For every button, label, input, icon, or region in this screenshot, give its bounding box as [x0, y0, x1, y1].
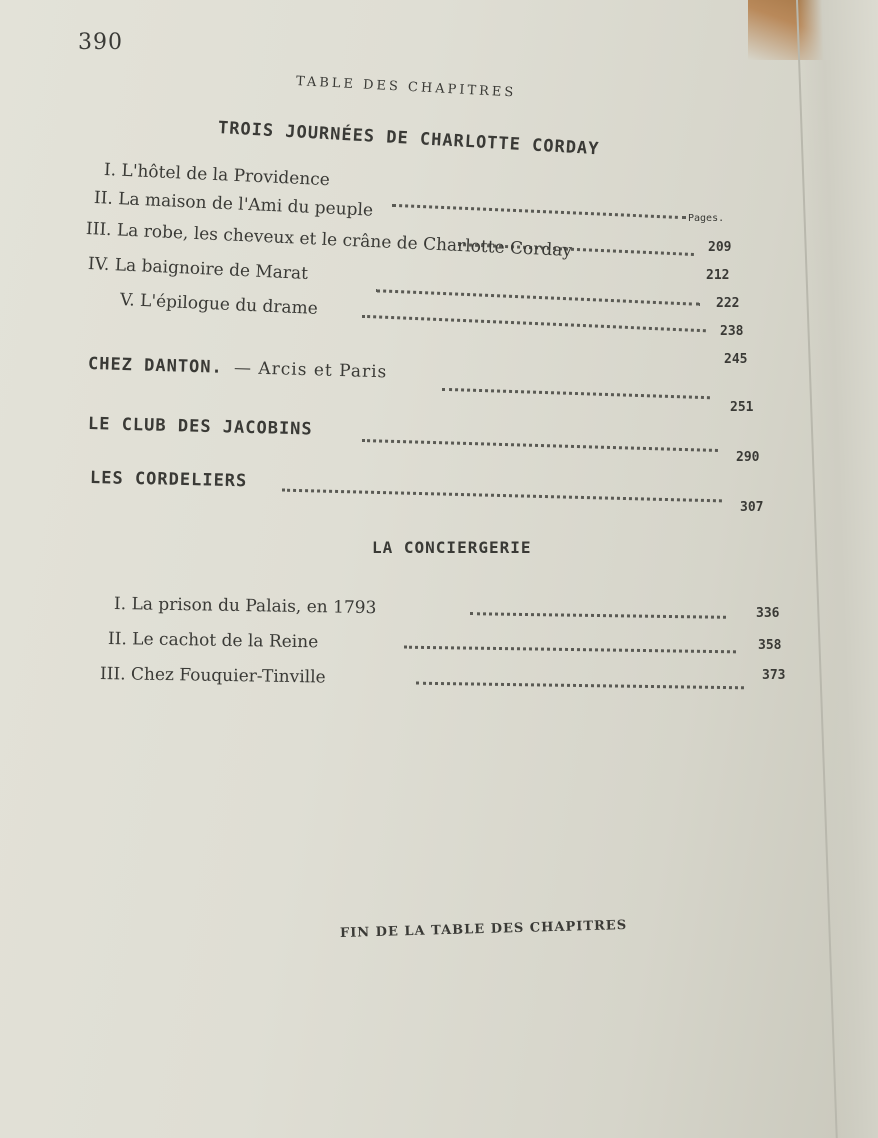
entry-title: La maison de l'Ami du peuple: [117, 189, 374, 221]
entry-number: III.: [85, 219, 112, 241]
entry-page: 251: [730, 400, 754, 415]
danton-subtitle: — Arcis et Paris: [233, 358, 388, 383]
toc-entry: [100, 664, 326, 688]
entry-number: III.: [99, 664, 126, 685]
section-title-jacobins: LE CLUB DES JACOBINS: [87, 414, 313, 440]
entry-number: I.: [113, 594, 127, 615]
entry-title: L'épilogue du drame: [139, 290, 319, 319]
entry-number: IV.: [87, 254, 110, 275]
leader-dots: [376, 289, 700, 306]
entry-page: 373: [762, 668, 786, 683]
leader-dots: [362, 315, 706, 332]
entry-page: 307: [740, 500, 764, 515]
entry-page: 358: [758, 638, 782, 653]
toc-entry: [108, 629, 319, 652]
running-head: TABLE DES CHAPITRES: [295, 74, 517, 101]
entry-number: II.: [93, 188, 114, 209]
toc-entry: [114, 594, 377, 618]
section-title-charlotte-corday: TROIS JOURNÉES DE CHARLOTTE CORDAY: [217, 118, 600, 160]
entry-page: 238: [720, 324, 744, 339]
end-of-table-caption: FIN DE LA TABLE DES CHAPITRES: [339, 917, 628, 941]
entry-page: 212: [706, 268, 730, 283]
entry-title: La robe, les cheveux et le crâne de Charlotte Corday: [116, 220, 573, 262]
danton-title: CHEZ DANTON.: [87, 354, 224, 378]
entry-page: 245: [724, 352, 748, 367]
leader-dots: [392, 204, 686, 219]
section-title-conciergerie: LA CONCIERGERIE: [372, 538, 532, 557]
entry-title: L'hôtel de la Providence: [121, 160, 331, 191]
section-title-cordeliers: LES CORDELIERS: [89, 468, 248, 492]
entry-title: La prison du Palais, en 1793: [131, 594, 377, 619]
entry-page: 209: [708, 240, 732, 255]
pages-label: Pages.: [688, 213, 725, 224]
page-number: 390: [78, 30, 123, 55]
entry-title: Chez Fouquier-Tinville: [130, 664, 326, 688]
entry-title: Le cachot de la Reine: [132, 629, 319, 653]
entry-page: 336: [756, 606, 780, 621]
entry-number: I.: [103, 160, 117, 181]
entry-number: II.: [107, 629, 127, 650]
entry-title: La baignoire de Marat: [114, 255, 309, 284]
entry-page: 222: [716, 296, 740, 311]
entry-number: V.: [119, 290, 136, 311]
entry-page: 290: [736, 450, 760, 465]
